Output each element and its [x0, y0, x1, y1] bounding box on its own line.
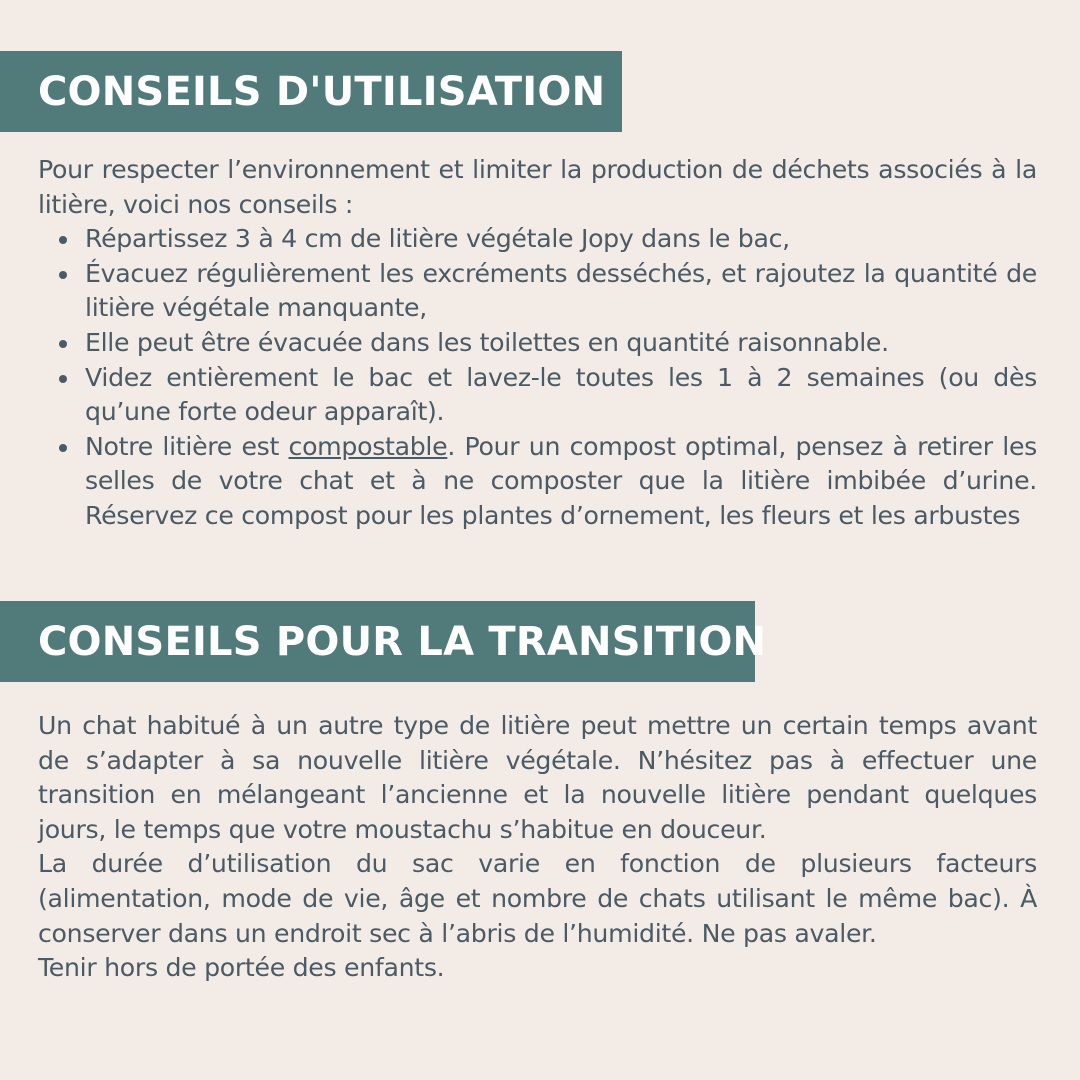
transition-section-banner: [0, 601, 767, 682]
transition-section-title: CONSEILS POUR LA TRANSITION: [38, 618, 767, 665]
list-item-compost: [38, 430, 1037, 534]
transition-paragraph: Un chat habitué à un autre type de litière peut mettre un certain temps avant de s’adapter à sa nouvelle litière végétale. N’hésitez pas à effectuer une transition en mélangeant l’ancienne et la nouvelle litière pendant quelques jours, le temps que votre moustachu s’habitue en douceur.: [38, 711, 1037, 844]
transition-section-body: [38, 709, 1037, 986]
list-item: Évacuez régulièrement les excréments desséchés, et rajoutez la quantité de litière végétale manquante,: [38, 257, 1037, 326]
usage-section-body: [38, 153, 1037, 534]
compostable-link[interactable]: compostable: [288, 431, 448, 461]
list-item: Videz entièrement le bac et lavez-le toutes les 1 à 2 semaines (ou dès qu’une forte odeur apparaît).: [38, 361, 1037, 430]
safety-warning: Tenir hors de portée des enfants.: [38, 953, 445, 983]
compost-tip-prefix: Notre litière est: [85, 431, 289, 461]
usage-section-title: CONSEILS D'UTILISATION: [38, 68, 606, 115]
usage-section-banner: [0, 51, 622, 132]
list-item: Elle peut être évacuée dans les toilettes en quantité raisonnable.: [38, 326, 1037, 361]
usage-duration-paragraph: La durée d’utilisation du sac varie en fonction de plusieurs facteurs (alimentation, mode de vie, âge et nombre de chats utilisant le même bac). À conserver dans un endroit sec à l’abris de l’humidité. Ne pas avaler.: [38, 849, 1037, 948]
compost-tip-text: . Pour un compost optimal, pensez à retirer les selles de votre chat et à ne composter que la litière imbibée d’urine. Réservez ce compost pour les plantes d’ornement, les fleurs et les arbustes: [85, 431, 1037, 530]
usage-intro: Pour respecter l’environnement et limiter la production de déchets associés à la litière, voici nos conseils :: [38, 155, 1037, 219]
list-item: Répartissez 3 à 4 cm de litière végétale Jopy dans le bac,: [38, 222, 1037, 257]
usage-tips-list: [38, 222, 1037, 533]
